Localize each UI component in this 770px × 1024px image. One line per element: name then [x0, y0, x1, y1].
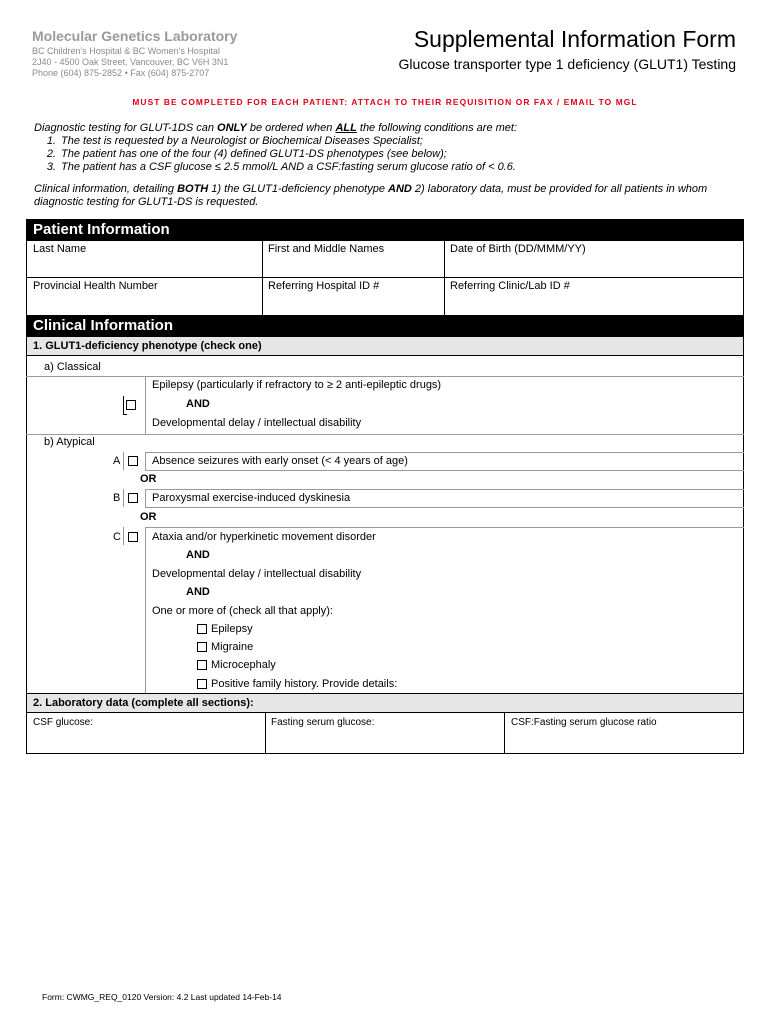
divider: [145, 489, 146, 507]
classical-dev-delay: Developmental delay / intellectual disability: [152, 417, 362, 429]
intro-only: ONLY: [217, 122, 247, 134]
form-subtitle: Glucose transporter type 1 deficiency (GLUT1) Testing: [398, 56, 736, 72]
patient-info-grid: [26, 240, 744, 316]
lab-name: Molecular Genetics Laboratory: [32, 28, 238, 44]
referring-hospital-id-field[interactable]: Referring Hospital ID #: [268, 280, 380, 292]
lab-address-line: 2J40 - 4500 Oak Street, Vancouver, BC V6H 3N1: [32, 57, 229, 67]
lab-phone-line: Phone (604) 875-2852 • Fax (604) 875-2707: [32, 68, 210, 78]
option-a-checkbox[interactable]: [128, 456, 138, 466]
or-label: OR: [140, 511, 157, 523]
option-c-dev-delay: Developmental delay / intellectual disability: [152, 568, 362, 580]
patient-info-header: Patient Information: [26, 219, 744, 241]
clinical-req-text: 2) laboratory data, must be provided for all patients in whom: [411, 183, 708, 195]
checkbox-frame: [123, 396, 124, 414]
glucose-ratio-field[interactable]: CSF:Fasting serum glucose ratio: [511, 717, 657, 728]
checkbox-frame: [123, 414, 127, 415]
intro-item-num: 3.: [46, 161, 56, 173]
clinical-requirement-cont: diagnostic testing for GLUT1-DS is requested.: [34, 196, 259, 208]
clinical-req-text: Clinical information, detailing: [34, 183, 178, 195]
migraine-checkbox[interactable]: [197, 642, 207, 652]
clinical-req-both: BOTH: [177, 183, 209, 195]
divider: [262, 240, 263, 316]
microcephaly-label: Microcephaly: [211, 659, 276, 671]
divider: [145, 376, 146, 434]
classical-epilepsy: Epilepsy (particularly if refractory to ≥ 2 anti-epileptic drugs): [152, 379, 442, 391]
option-c-and: AND: [186, 586, 210, 598]
intro-item: [34, 161, 516, 174]
option-c-one-or-more: One or more of (check all that apply):: [152, 605, 333, 617]
intro-item: [34, 148, 447, 161]
phenotype-subheader: 1. GLUT1-deficiency phenotype (check one): [27, 337, 743, 355]
referring-clinic-lab-id-field[interactable]: Referring Clinic/Lab ID #: [450, 280, 570, 292]
divider: [145, 527, 744, 528]
divider: [145, 507, 744, 508]
epilepsy-label: Epilepsy: [211, 623, 253, 635]
microcephaly-checkbox[interactable]: [197, 660, 207, 670]
date-of-birth-field[interactable]: Date of Birth (DD/MMM/YY): [450, 243, 586, 255]
epilepsy-checkbox[interactable]: [197, 624, 207, 634]
divider: [123, 452, 124, 470]
divider: [145, 452, 744, 453]
divider: [123, 527, 124, 545]
clinical-info-header: Clinical Information: [26, 315, 744, 337]
family-history-label: Positive family history. Provide details:: [211, 678, 398, 690]
last-name-field[interactable]: Last Name: [33, 243, 87, 255]
divider: [123, 489, 124, 507]
intro-all: ALL: [335, 122, 357, 134]
option-c-checkbox[interactable]: [128, 532, 138, 542]
clinical-req-and: AND: [388, 183, 412, 195]
or-label: OR: [140, 473, 157, 485]
divider: [145, 527, 146, 693]
fasting-serum-glucose-field[interactable]: Fasting serum glucose:: [271, 717, 375, 728]
clinical-info-box: [26, 336, 744, 754]
intro-item: [34, 135, 423, 148]
option-c-and: AND: [186, 549, 210, 561]
provincial-health-number-field[interactable]: Provincial Health Number: [33, 280, 158, 292]
option-c-letter: C: [113, 531, 121, 543]
divider: [504, 712, 505, 754]
divider: [444, 240, 445, 316]
lab-hospital-line: BC Children's Hospital & BC Women's Hospital: [32, 46, 220, 56]
first-middle-names-field[interactable]: First and Middle Names: [268, 243, 385, 255]
intro-text: be ordered when: [246, 122, 336, 134]
divider: [26, 277, 744, 278]
divider: [26, 376, 744, 377]
intro-text: Diagnostic testing for GLUT-1DS can: [34, 122, 218, 134]
clinical-requirement: [34, 183, 707, 196]
intro-text: the following conditions are met:: [356, 122, 518, 134]
intro-item-num: 2.: [46, 148, 56, 160]
divider: [145, 489, 744, 490]
classical-checkbox[interactable]: [126, 400, 136, 410]
divider: [145, 470, 744, 471]
clinical-req-text: 1) the GLUT1-deficiency phenotype: [208, 183, 389, 195]
option-c-ataxia: Ataxia and/or hyperkinetic movement disorder: [152, 531, 376, 543]
form-footer: Form: CWMG_REQ_0120 Version: 4.2 Last updated 14-Feb-14: [42, 992, 282, 1002]
divider: [26, 355, 744, 356]
option-b-checkbox[interactable]: [128, 493, 138, 503]
divider: [26, 712, 744, 713]
migraine-label: Migraine: [211, 641, 254, 653]
divider: [145, 452, 146, 470]
form-title: Supplemental Information Form: [413, 26, 736, 52]
lab-data-subheader: 2. Laboratory data (complete all sections):: [27, 694, 743, 712]
divider: [265, 712, 266, 754]
intro-conditions: [34, 122, 517, 135]
family-history-checkbox[interactable]: [197, 679, 207, 689]
divider: [26, 434, 744, 435]
option-a-letter: A: [113, 455, 121, 467]
intro-item-text: The patient has a CSF glucose ≤ 2.5 mmol/L AND a CSF:fasting serum glucose ratio of < 0.6.: [61, 161, 516, 173]
atypical-label: b) Atypical: [44, 436, 95, 448]
classical-label: a) Classical: [44, 361, 101, 373]
csf-glucose-field[interactable]: CSF glucose:: [33, 717, 94, 728]
intro-item-num: 1.: [46, 135, 56, 147]
classical-and: AND: [186, 398, 210, 410]
intro-item-text: The patient has one of the four (4) defined GLUT1-DS phenotypes (see below);: [61, 148, 447, 160]
option-b-text: Paroxysmal exercise-induced dyskinesia: [152, 492, 351, 504]
instruction-banner: MUST BE COMPLETED FOR EACH PATIENT: ATTACH TO THEIR REQUISITION OR FAX / EMAIL TO MGL: [132, 97, 638, 107]
option-b-letter: B: [113, 492, 121, 504]
option-a-text: Absence seizures with early onset (< 4 years of age): [152, 455, 408, 467]
intro-item-text: The test is requested by a Neurologist or Biochemical Diseases Specialist;: [61, 135, 423, 147]
